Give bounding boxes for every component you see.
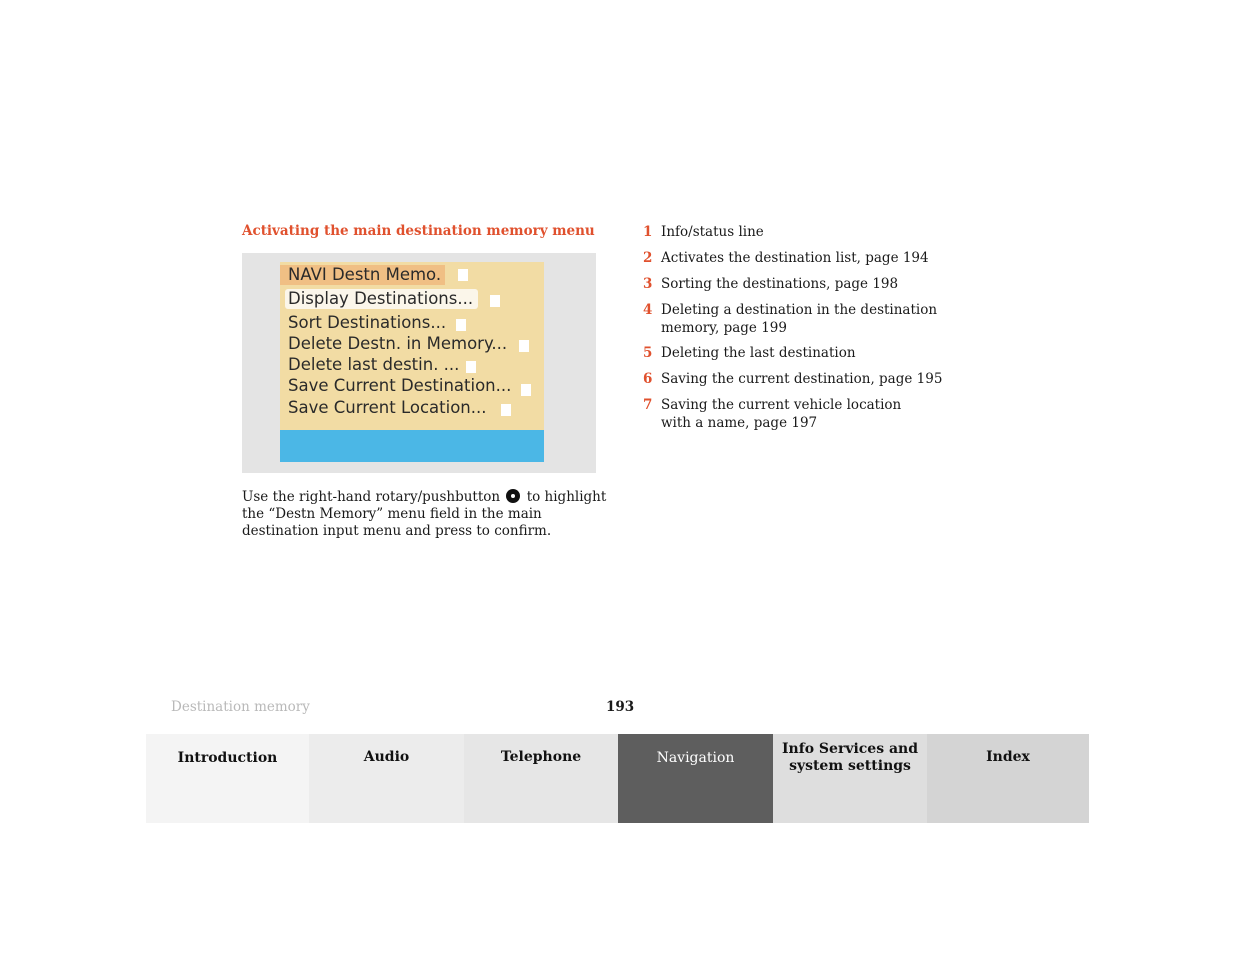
tab-navigation[interactable]: Navigation xyxy=(618,734,773,823)
menu-item-display-destinations: Display Destinations... xyxy=(285,289,478,309)
legend-text: Info/status line xyxy=(661,224,764,240)
tab-info-services[interactable]: Info Services and system settings xyxy=(773,734,927,823)
tab-telephone[interactable]: Telephone xyxy=(464,734,618,823)
legend-number: 2 xyxy=(643,250,653,266)
menu-item-sort-destinations: Sort Destinations... xyxy=(288,313,447,332)
legend-item xyxy=(643,223,1003,241)
legend-text: Deleting the last destination xyxy=(661,345,856,361)
legend-item xyxy=(643,370,1003,388)
callout-marker-1 xyxy=(458,269,468,281)
legend-number: 5 xyxy=(643,345,653,361)
callout-marker-3 xyxy=(456,319,466,331)
callout-marker-5 xyxy=(466,361,476,373)
navigation-display xyxy=(280,262,544,462)
status-bar xyxy=(280,430,544,462)
chapter-tabs xyxy=(146,734,1089,823)
footer-section-title: Destination memory xyxy=(171,699,310,715)
page-number: 193 xyxy=(606,699,635,715)
tab-introduction[interactable]: Introduction xyxy=(146,734,309,823)
menu-item-delete-destination: Delete Destn. in Memory... xyxy=(288,334,508,353)
section-heading: Activating the main destination memory menu xyxy=(242,223,595,239)
menu-item-delete-last: Delete last destin. ... xyxy=(288,355,460,374)
legend-text: Activates the destination list, page 194 xyxy=(661,250,929,266)
callout-marker-2 xyxy=(490,295,500,307)
callout-marker-4 xyxy=(519,340,529,352)
menu-item-save-destination: Save Current Destination... xyxy=(288,376,512,395)
rotary-pushbutton-icon xyxy=(506,489,520,503)
legend-item xyxy=(643,344,1003,362)
legend-text: Deleting a destination in the destination memory, page 199 xyxy=(661,302,938,336)
legend-number: 6 xyxy=(643,371,653,387)
instruction-after: to highlight the “Destn Memory” menu field in the main destination input menu and press to confirm. xyxy=(242,489,607,539)
legend-item xyxy=(643,275,1003,293)
legend-item xyxy=(643,396,1003,432)
callout-marker-7 xyxy=(501,404,511,416)
legend-text: Sorting the destinations, page 198 xyxy=(661,276,899,292)
legend-item xyxy=(643,249,1003,267)
menu-title: NAVI Destn Memo. xyxy=(280,265,445,285)
tab-audio[interactable]: Audio xyxy=(309,734,464,823)
instruction-text xyxy=(242,489,612,540)
legend-text: Saving the current destination, page 195 xyxy=(661,371,943,387)
callout-marker-6 xyxy=(521,384,531,396)
legend-text: Saving the current vehicle location with a name, page 197 xyxy=(661,397,902,431)
tab-index[interactable]: Index xyxy=(927,734,1089,823)
screen-figure xyxy=(242,253,596,473)
legend-number: 3 xyxy=(643,276,653,292)
legend-number: 1 xyxy=(643,224,653,240)
instruction-before: Use the right-hand rotary/pushbutton xyxy=(242,489,501,505)
legend-number: 7 xyxy=(643,397,653,413)
menu-item-save-location: Save Current Location... xyxy=(288,398,487,417)
legend-item xyxy=(643,301,1003,337)
legend-number: 4 xyxy=(643,302,653,318)
